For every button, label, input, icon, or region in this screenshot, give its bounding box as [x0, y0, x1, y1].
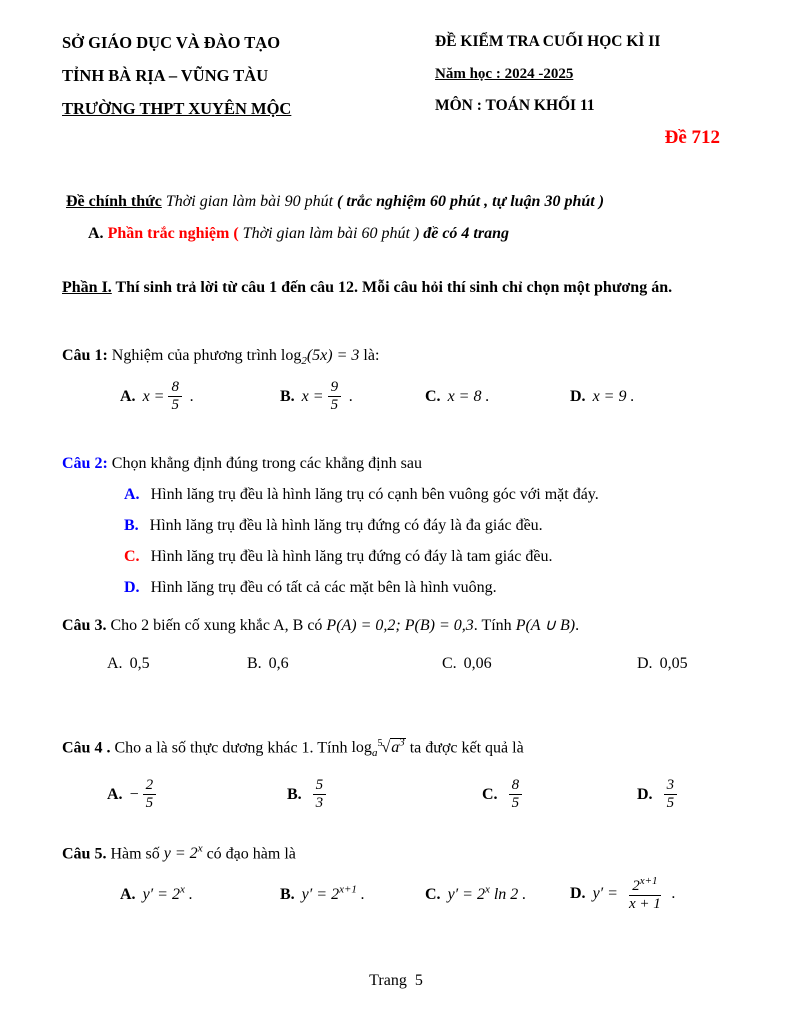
numerator-exponent: x+1 — [639, 875, 658, 888]
q4-option-b — [287, 777, 482, 813]
official-label: Đề chính thức — [66, 193, 162, 210]
question-1-text-pre: Nghiệm của phương trình — [107, 347, 281, 364]
section-a-line — [88, 225, 732, 243]
option-math — [142, 379, 194, 414]
math-post: . — [667, 884, 676, 902]
part1-text: Thí sinh trả lời từ câu 1 đến câu 12. Mỗi câu hỏi thí sinh chỉ chọn một phương án. — [111, 279, 673, 296]
section-a-title: Phần trắc nghiệm ( — [107, 225, 239, 242]
log-subscript: a — [371, 747, 378, 760]
fraction — [664, 777, 678, 813]
log-function: log — [280, 347, 302, 364]
math-pre: y′ = 2 — [142, 886, 180, 904]
q2-option-b — [124, 517, 732, 535]
question-3-text-mid: . Tính — [473, 616, 516, 634]
section-a-label: A. — [88, 225, 104, 242]
math-post: . — [184, 886, 193, 904]
numerator-base: 2 — [632, 878, 640, 895]
fraction-denominator: 5 — [666, 795, 675, 812]
option-label: D. — [124, 578, 140, 596]
time-info-plain: Thời gian làm bài 90 phút — [165, 193, 338, 210]
option-label: B. — [287, 785, 302, 803]
part1-heading — [62, 279, 732, 297]
q5-option-a — [120, 884, 280, 904]
q4-option-c — [482, 777, 637, 813]
option-label: D. — [570, 387, 586, 405]
question-3-text-pre: Cho 2 biến cố xung khắc A, B có — [106, 616, 327, 634]
option-math — [505, 777, 527, 812]
math-pre: y′ = — [592, 884, 622, 902]
question-5-text-pre: Hàm số — [106, 845, 164, 863]
page-header — [62, 26, 732, 125]
option-label: C. — [442, 654, 457, 672]
option-label: A. — [124, 485, 140, 503]
option-value: 0,05 — [659, 654, 688, 672]
section-a-pages: đề có 4 trang — [423, 225, 509, 242]
q5-option-d — [570, 875, 732, 914]
option-math — [301, 379, 354, 414]
question-1-text-post: là: — [359, 347, 380, 364]
page-number: Trang 5 — [369, 972, 423, 989]
option-math — [448, 886, 527, 903]
school-year: Năm học : 2024 -2025 — [435, 65, 574, 82]
subject-line: MÔN : TOÁN KHỐI 11 — [435, 97, 595, 115]
q1-option-b — [280, 379, 425, 415]
radical-sign: √ — [381, 739, 391, 757]
option-label: D. — [570, 884, 586, 902]
option-label: C. — [425, 886, 441, 904]
question-5-text-post: có đạo hàm là — [202, 845, 296, 863]
section-a-time: Thời gian làm bài 60 phút ) — [242, 225, 424, 242]
probability-union: P(A ∪ B) — [515, 616, 576, 634]
option-math — [309, 777, 331, 812]
question-5-math — [163, 842, 203, 863]
q3-option-b — [247, 655, 442, 673]
option-label: D. — [637, 654, 653, 672]
math-pre: y′ = 2 — [447, 886, 485, 904]
question-5-stem — [62, 843, 732, 863]
province-line: TỈNH BÀ RỊA – VŨNG TÀU — [62, 66, 269, 85]
math-post: . — [185, 387, 194, 405]
fraction-numerator — [629, 875, 660, 896]
fraction-denominator: 5 — [145, 795, 154, 812]
q2-option-c — [124, 548, 732, 566]
question-4-text-post: ta được kết quả là — [405, 739, 524, 757]
option-math — [592, 875, 676, 913]
question-2-number: Câu 2: — [62, 454, 108, 472]
radicand — [390, 738, 406, 756]
option-text: Hình lăng trụ đều là hình lăng trụ đứng có đáy là tam giác đều. — [146, 547, 553, 565]
fraction-denominator: 5 — [511, 795, 520, 812]
q1-option-a — [120, 379, 280, 415]
math-post: . — [345, 387, 354, 405]
math-pre: x = — [142, 387, 165, 405]
q2-option-d — [124, 579, 732, 597]
fraction — [143, 777, 157, 813]
radical-expression — [377, 736, 405, 757]
question-4-number: Câu 4 . — [62, 739, 111, 757]
option-math — [660, 777, 682, 812]
header-right-block — [407, 26, 732, 125]
question-1-stem — [62, 347, 732, 367]
option-math: x = 8 . — [447, 387, 490, 405]
exponent: x — [179, 884, 185, 897]
option-value: 0,6 — [268, 654, 289, 672]
q4-option-a — [107, 777, 287, 813]
root-index: 5 — [377, 737, 383, 749]
log-function: log — [351, 739, 372, 757]
exponent: x+1 — [339, 884, 357, 897]
option-math — [129, 777, 161, 812]
question-1-number: Câu 1: — [62, 347, 108, 364]
fraction — [168, 379, 182, 415]
math-pre: y′ = 2 — [301, 886, 340, 904]
q5-option-c — [425, 884, 570, 904]
fraction-denominator: 5 — [171, 397, 179, 414]
fraction-numerator: 3 — [664, 777, 678, 795]
option-label: B. — [124, 516, 139, 534]
option-label: B. — [280, 886, 295, 904]
log-subscript: 2 — [301, 355, 307, 368]
exam-title: ĐỀ KIỂM TRA CUỐI HỌC KÌ II — [435, 33, 661, 50]
option-label: D. — [637, 785, 653, 803]
option-text: Hình lăng trụ đều là hình lăng trụ đứng có đáy là đa giác đều. — [145, 516, 543, 534]
fraction — [626, 875, 664, 914]
fraction-numerator: 2 — [143, 777, 157, 795]
q3-option-d — [637, 655, 732, 673]
option-label: A. — [107, 785, 123, 803]
equation-rest: (5x) = 3 — [306, 347, 360, 364]
math-post: . — [356, 886, 365, 904]
fraction-numerator: 9 — [328, 379, 342, 397]
q2-option-a — [124, 486, 732, 504]
fraction-denominator: x + 1 — [628, 896, 661, 913]
math-pre: x = — [301, 387, 324, 405]
question-4-text-pre: Cho a là số thực dương khác 1. Tính — [110, 739, 352, 757]
question-1-options — [62, 379, 732, 415]
department-line: SỞ GIÁO DỤC VÀ ĐÀO TẠO — [62, 33, 281, 52]
question-4 — [62, 737, 732, 813]
fraction — [509, 777, 523, 813]
q5-option-b — [280, 884, 425, 904]
option-math — [143, 886, 193, 903]
question-1-math — [280, 347, 360, 368]
option-math: x = 9 . — [592, 387, 635, 405]
option-label: A. — [107, 654, 123, 672]
question-1 — [62, 347, 732, 415]
q3-option-a — [107, 655, 247, 673]
exam-code: Đề 712 — [664, 127, 720, 148]
option-label: C. — [482, 785, 498, 803]
question-5 — [62, 843, 732, 914]
option-label: B. — [280, 387, 295, 405]
radicand-exponent: 3 — [399, 736, 405, 749]
minus-sign: − — [129, 785, 139, 803]
question-3-number: Câu 3. — [62, 616, 107, 634]
official-exam-line — [66, 193, 732, 211]
fraction — [313, 777, 327, 813]
q1-option-d — [570, 388, 732, 406]
q4-option-d — [637, 777, 732, 813]
question-4-stem — [62, 737, 732, 760]
option-value: 0,5 — [129, 654, 150, 672]
function-expression: y = 2 — [163, 845, 198, 863]
time-info-bold: ( trắc nghiệm 60 phút , tự luận 30 phút ) — [337, 193, 605, 210]
option-label: A. — [120, 387, 136, 405]
question-4-options — [62, 777, 732, 813]
q1-option-c — [425, 388, 570, 406]
question-3-text-post: . — [575, 616, 580, 634]
option-math — [302, 886, 365, 903]
fraction-denominator: 3 — [315, 795, 324, 812]
fraction-denominator: 5 — [330, 397, 339, 414]
question-2 — [62, 455, 732, 597]
question-3-stem — [62, 615, 732, 635]
option-text: Hình lăng trụ đều là hình lăng trụ có cạnh bên vuông góc với mặt đáy. — [146, 485, 599, 503]
question-4-math — [351, 736, 405, 760]
fraction-numerator: 5 — [313, 777, 327, 795]
math-post: ln 2 . — [489, 886, 527, 904]
part1-label: Phần I. — [62, 279, 112, 296]
option-label: B. — [247, 654, 262, 672]
fraction — [328, 379, 342, 415]
fraction-numerator: 8 — [168, 379, 182, 397]
question-5-options — [62, 875, 732, 914]
exponent: x — [197, 842, 203, 855]
radicand-base: a — [391, 739, 400, 757]
question-3-options — [62, 655, 732, 673]
option-label: C. — [124, 547, 140, 565]
probability-values: P(A) = 0,2; P(B) = 0,3 — [326, 616, 474, 634]
question-3 — [62, 615, 732, 673]
option-value: 0,06 — [463, 654, 492, 672]
question-2-text: Chọn khẳng định đúng trong các khẳng định sau — [107, 454, 422, 472]
option-label: C. — [425, 387, 441, 405]
q3-option-c — [442, 655, 637, 673]
option-text: Hình lăng trụ đều có tất cả các mặt bên là hình vuông. — [146, 578, 497, 596]
header-left-block — [62, 26, 407, 125]
fraction-numerator: 8 — [509, 777, 523, 795]
school-line: TRƯỜNG THPT XUYÊN MỘC — [62, 99, 292, 118]
question-5-number: Câu 5. — [62, 845, 107, 863]
question-2-stem — [62, 455, 732, 473]
exponent: x — [484, 884, 490, 897]
option-label: A. — [120, 886, 136, 904]
